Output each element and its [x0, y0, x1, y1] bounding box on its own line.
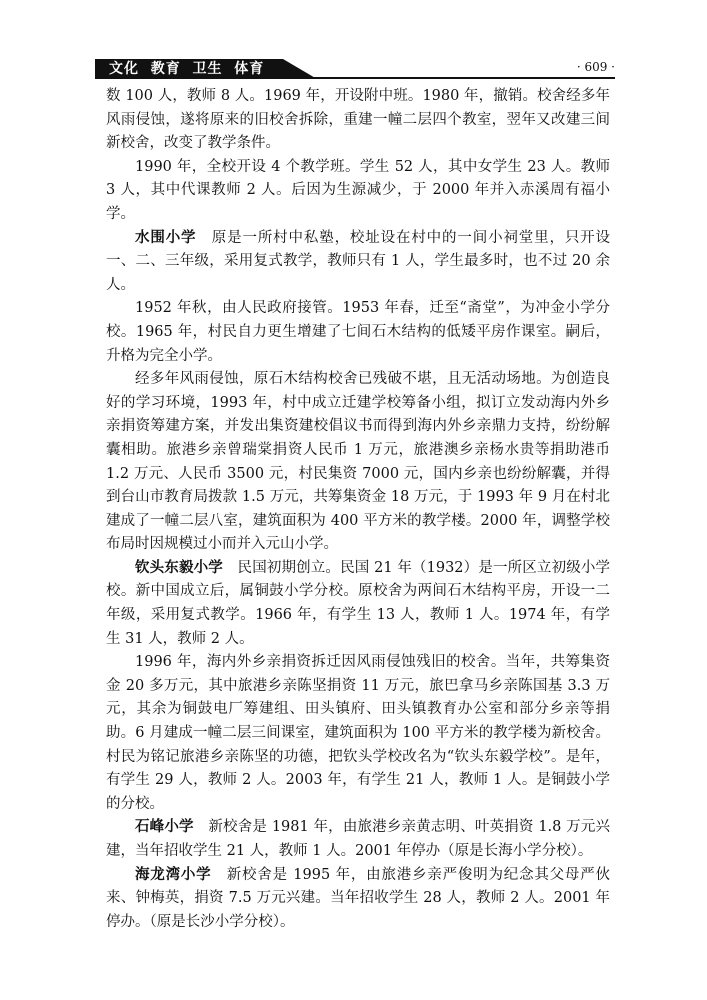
school-name-heading: 钦头东毅小学 — [135, 559, 223, 576]
paragraph — [106, 864, 610, 935]
paragraph-text: 民国初期创立。民国 21 年（1932）是一所区立初级小学校。新中国成立后，属铜鼓小学分校。原校舍为两间石木结构平房，开设一二年级，采用复式教学。1966 年，有学生 13 人，教师 1 人。1974 年，有学生 31 人，教师 2 人。 — [106, 559, 611, 647]
page-body — [106, 85, 610, 934]
paragraph-text: 新校舍是 1995 年，由旅港乡亲严俊明为纪念其父母严伙来、钟梅英，捐资 7.5 万元兴建。当年招收学生 28 人，教师 2 人。2001 年停办。（原是长沙小学分校）。 — [106, 866, 611, 930]
paragraph-text: 数 100 人，教师 8 人。1969 年，开设附中班。1980 年，撤销。校舍经多年风雨侵蚀，遂将原来的旧校舍拆除，重建一幢二层四个教室，翌年又改建三间新校舍，改变了教学条件。 — [106, 88, 610, 152]
paragraph — [106, 156, 610, 227]
school-name-heading: 海龙湾小学 — [135, 866, 212, 883]
school-name-heading: 石峰小学 — [135, 819, 194, 836]
paragraph-text: 新校舍是 1981 年，由旅港乡亲黄志明、叶英捐资 1.8 万元兴建，当年招收学生 21 人，教师 1 人。2001 年停办（原是长海小学分校）。 — [106, 819, 610, 859]
page-header — [95, 59, 615, 79]
page-number: · 609 · — [576, 60, 615, 74]
paragraph — [106, 651, 610, 816]
section-title: 文化 教育 卫生 体育 — [109, 61, 265, 77]
paragraph — [106, 557, 610, 651]
paragraph-text: 1996 年，海内外乡亲捐资拆迁因风雨侵蚀残旧的校舍。当年，共筹集资金 20 多万元，其中旅港乡亲陈坚捐资 11 万元，旅巴拿马乡亲陈国基 3.3 万元，其余为铜鼓电厂筹建组、田头镇府、田头镇教育办公室和部分乡亲等捐助。6 月建成一幢二层三间课室，建筑面积为 100 平方米的教学楼为新校舍。村民为铭记旅港乡亲陈坚的功德，把钦头学校改名为“钦头东毅学校”。是年，有学生 29 人，教师 2 人。2003 年，有学生 21 人，教师 1 人。是铜鼓小学的分校。 — [106, 654, 610, 812]
paragraph-text: 原是一所村中私塾，校址设在村中的一间小祠堂里，只开设一、二、三年级，采用复式教学，教师只有 1 人，学生最多时，也不过 20 余人。 — [106, 229, 611, 293]
paragraph — [106, 227, 610, 298]
header-rule — [300, 77, 615, 79]
paragraph-text: 1990 年，全校开设 4 个教学班。学生 52 人，其中女学生 23 人。教师 3 人，其中代课教师 2 人。后因为生源减少，于 2000 年并入赤溪周有福小学。 — [106, 158, 610, 222]
paragraph-text: 经多年风雨侵蚀，原石木结构校舍已残破不堪，且无活动场地。为创造良好的学习环境，1993 年，村中成立迁建学校筹备小组，拟订立发动海内外乡亲捐资筹建方案，并发出集资建校倡议书而得到海内外乡亲鼎力支持，纷纷解囊相助。旅港乡亲曾瑞棠捐资人民币 1 万元，旅港澳乡亲杨水贵等捐助港币 1.2 万元、人民币 3500 元，村民集资 7000 元，国内乡亲也纷纷解囊，并得到台山市教育局拨款 1.5 万元，共筹集资金 18 万元，于 1993 年 9 月在村北建成了一幢二层八室，建筑面积为 400 平方米的教学楼。2000 年，调整学校布局时因规模过小而并入元山小学。 — [106, 371, 610, 553]
school-name-heading: 水围小学 — [135, 229, 197, 246]
paragraph — [106, 85, 610, 156]
paragraph — [106, 368, 610, 557]
paragraph — [106, 297, 610, 368]
paragraph — [106, 816, 610, 863]
paragraph-text: 1952 年秋，由人民政府接管。1953 年春，迁至“斋堂”，为冲金小学分校。1965 年，村民自力更生增建了七间石木结构的低矮平房作课室。嗣后，升格为完全小学。 — [106, 300, 610, 364]
